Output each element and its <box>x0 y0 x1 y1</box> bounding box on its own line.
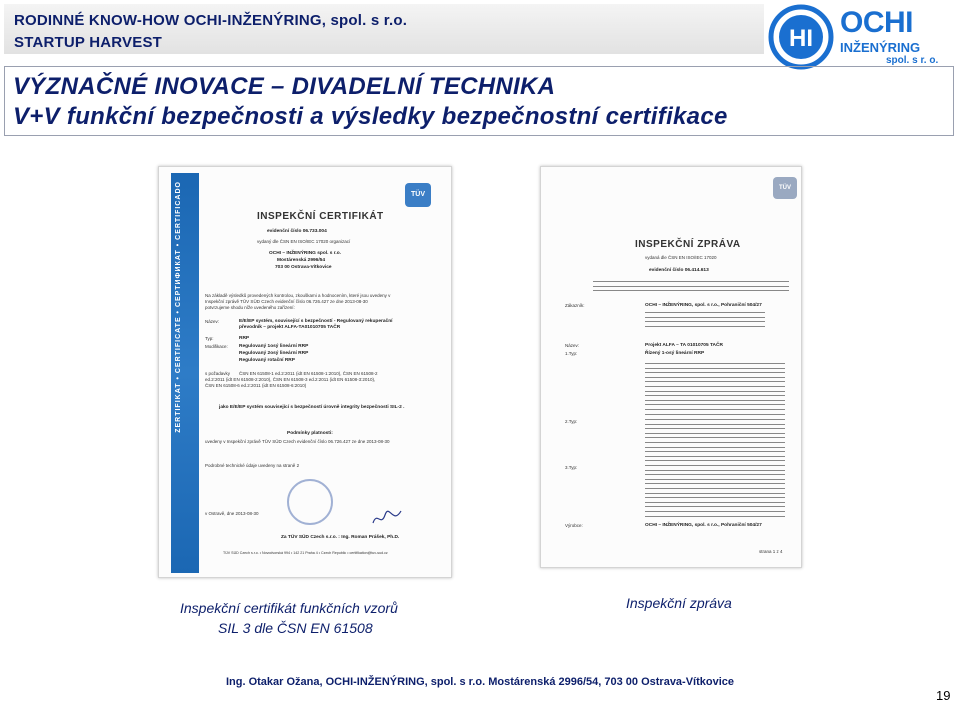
report-author-label: Výrobce: <box>565 523 583 528</box>
certificate-street: Mostárenská 2996/54 <box>277 258 325 263</box>
certificate-signer: Za TÜV SÜD Czech s.r.o. : Ing. Roman Prášek, Ph.D. <box>281 535 400 540</box>
certificate-validity: uvedeny v Inspekční zprávě TÜV SÜD Czech evidenční číslo 06.726.427 ze dne 2013-08-30 <box>205 439 390 444</box>
report-text-block-3 <box>645 363 785 418</box>
logo-legal: spol. s r. o. <box>886 55 939 66</box>
certificate-stamp-icon <box>287 479 333 525</box>
certificate-footer: TÜV SÜD Czech s.r.o. • Novodvorská 994 • 142 21 Praha 4 • Czech Republic • certifikation@tuv-sud.cz <box>223 551 388 555</box>
certificate-mod-1: Regulovaný 1osý lineární RRP <box>239 344 309 349</box>
certificate-basis-3: potvrzujeme shodu níže uvedeného zařízení: <box>205 305 295 310</box>
report-standard: vydaná dle ČSN EN ISO/IEC 17020 <box>645 255 717 260</box>
report-caption: Inspekční zpráva <box>626 595 732 611</box>
report-author: OCHI – INŽENÝRING, spol. s r.o., Pohraniční 504/27 <box>645 523 762 528</box>
certificate-basis-2: Inspekční zprávě TÜV SÜD Czech evidenční číslo 06.726.427 ze dne 2013-08-30 <box>205 299 368 304</box>
report-client-label: Zákazník: <box>565 303 585 308</box>
footer-text: Ing. Otakar Ožana, OCHI-INŽENÝRING, spol. s r.o. Mostárenská 2996/54, 703 00 Ostrava-Vítkovice <box>225 676 735 688</box>
ochi-logo <box>768 4 954 70</box>
report-type1: Řízený 1-osý lineární RRP <box>645 351 705 356</box>
report-scan <box>540 166 802 568</box>
signature-icon <box>371 507 403 529</box>
certificate-name-label: Název: <box>205 319 220 324</box>
certificate-name: E/E/EP systém, související s bezpečností - Regulovaný rekuperační <box>239 319 393 324</box>
slide-subtitle: V+V funkční bezpečnosti a výsledky bezpečnostní certifikace <box>13 103 728 130</box>
certificate-validity-label: Podmínky platnosti: <box>287 431 333 436</box>
certificate-name-2: převodník – projekt ALFA-TA01010705 TAČR <box>239 325 341 330</box>
title-box <box>4 66 954 136</box>
certificate-type: RRP <box>239 336 250 341</box>
certificate-req-3: ČSN EN 61508-6 ed.2:2011 (idt EN 61508-6:2010) <box>205 383 307 388</box>
report-text-block-1 <box>593 281 789 295</box>
report-number: evidenční číslo 06.414.613 <box>649 268 709 273</box>
certificate-caption-line1: Inspekční certifikát funkčních vzorů <box>180 600 398 616</box>
report-text-block-5 <box>645 465 785 520</box>
certificate-sil: jako E/E/EP systém související s bezpečností úrovně integrity bezpečnosti SIL-2 . <box>219 405 405 410</box>
report-text-block-4 <box>645 419 785 470</box>
certificate-stripe-text: ZERTIFIKAT • CERTIFICATE • СЕРТИФИКАТ • CERTIFICADO <box>175 181 182 433</box>
page-number: 19 <box>936 688 951 703</box>
certificate-holder: OCHI – INŽENÝRING spol. s r.o. <box>269 251 341 256</box>
tuv-badge-icon: TÜV <box>405 183 431 207</box>
report-type3-label: 3.Typ: <box>565 465 578 470</box>
certificate-mod-3: Regulovaný rotační RRP <box>239 358 295 363</box>
certificate-basis: Na základě výsledků provedených kontrolou, zkouškami a hodnocením, které jsou uvedeny v <box>205 293 391 298</box>
certificate-mod-2: Regulovaný 2osý lineární RRP <box>239 351 309 356</box>
report-type1-label: 1.Typ: <box>565 351 578 356</box>
certificate-req-2: ed.2:2011 (idt EN 61508-2:2010), ČSN EN 61508-3 ed.2:2011 (idt EN 61508-3:2010), <box>205 377 376 382</box>
slide-title: VÝZNAČNÉ INOVACE – DIVADELNÍ TECHNIKA <box>13 73 556 100</box>
certificate-number: evidenční číslo 06.733.004 <box>267 229 327 234</box>
certificate-caption-line2: SIL 3 dle ČSN EN 61508 <box>218 620 373 636</box>
certificate-place: v Ostravě, dne 2013-08-30 <box>205 511 259 516</box>
header-bar <box>4 4 764 54</box>
certificate-heading: INSPEKČNÍ CERTIFIKÁT <box>257 211 384 222</box>
certificate-stripe <box>171 173 199 573</box>
certificate-mod-label: Modifikace: <box>205 344 228 349</box>
certificate-scan <box>158 166 452 578</box>
certificate-tech: Podrobné technické údaje uvedeny na straně 2 <box>205 463 300 468</box>
tuv-badge-icon: TÜV <box>773 177 797 199</box>
logo-brand: OCHI <box>840 6 913 39</box>
ochi-logo-icon <box>768 4 834 70</box>
report-client: OCHI – INŽENÝRING, spol. s r.o., Pohraniční 504/27 <box>645 303 762 308</box>
certificate-issued: vydaný dle ČSN EN ISO/IEC 17020 organizací <box>257 239 351 244</box>
report-object: Projekt ALFA – TA 01010705 TAČR <box>645 343 723 348</box>
header-company: RODINNÉ KNOW-HOW OCHI-INŽENÝRING, spol. s r.o. <box>14 12 408 29</box>
report-heading: INSPEKČNÍ ZPRÁVA <box>635 239 741 250</box>
report-text-block-2 <box>645 312 765 330</box>
certificate-req-1: ČSN EN 61508-1 ed.2:2011 (idt EN 61508-1:2010), ČSN EN 61508-2 <box>239 371 378 376</box>
report-object-label: Název: <box>565 343 580 348</box>
certificate-type-label: Typ: <box>205 336 214 341</box>
report-type2-label: 2.Typ: <box>565 419 578 424</box>
logo-subtitle: INŽENÝRING <box>840 40 921 55</box>
header-program: STARTUP HARVEST <box>14 34 163 51</box>
report-page: strana 1 z 4 <box>759 549 783 554</box>
certificate-city: 703 00 Ostrava-Vítkovice <box>275 265 332 270</box>
logo-mark: HI <box>789 25 813 52</box>
certificate-req-label: s požadavky <box>205 371 231 376</box>
